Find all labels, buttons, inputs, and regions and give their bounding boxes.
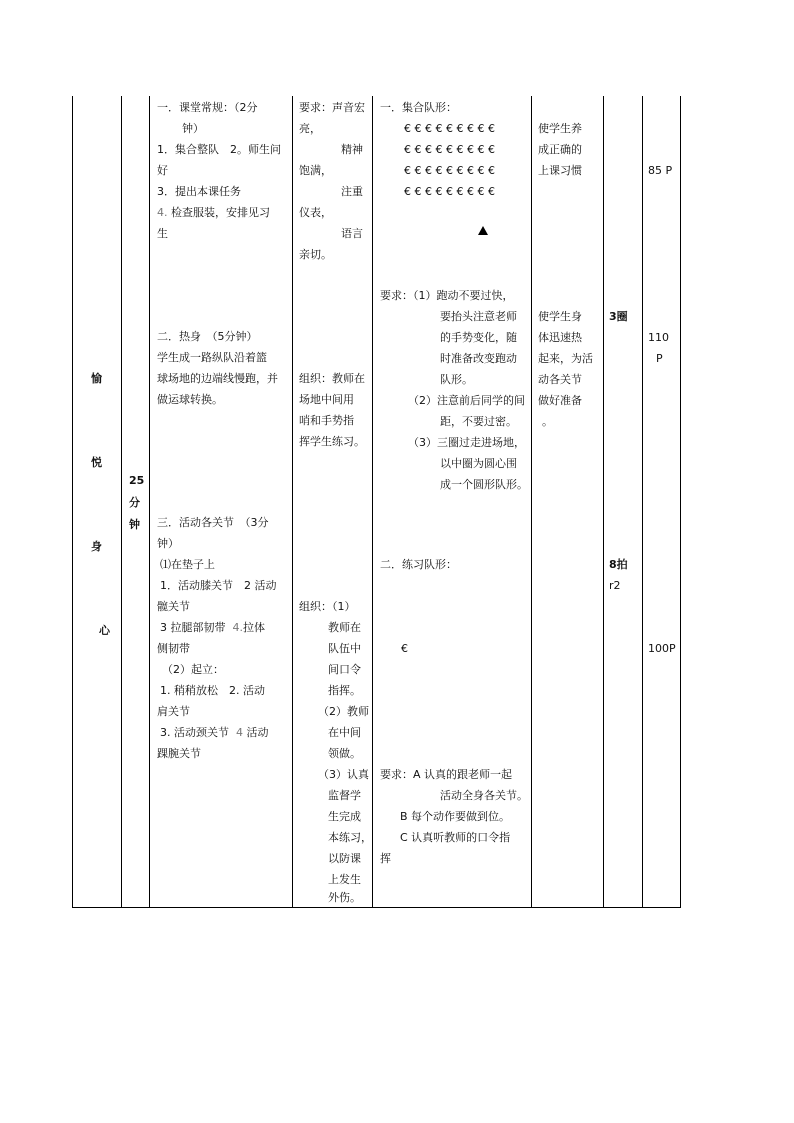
content-line: 髋关节 [157, 600, 190, 613]
content-line: 钟） [182, 122, 204, 135]
content-num: 4. [157, 206, 168, 219]
org-line: （3）三圈过走进场地， [408, 436, 525, 449]
formation-row: € € € € € € € € € [404, 143, 495, 156]
org-line: 以中圈为圆心围 [440, 457, 517, 470]
content-line: （2）起立： [162, 663, 224, 676]
teacher-line: 要求：声音宏 [299, 101, 365, 114]
content-text: 检查服装，安排见习 [167, 206, 270, 219]
org-line: 成一个圆形队形。 [440, 478, 528, 491]
content-line: 做运球转换。 [157, 393, 223, 406]
teacher-line: 组织：（1） [299, 600, 356, 613]
col-divider-2 [149, 96, 150, 908]
content-text: 3. 活动颈关节 [160, 726, 229, 739]
org-line: 二．练习队形： [380, 558, 457, 571]
pulse-value: 100P [648, 642, 676, 655]
content-text: 活动 [243, 726, 269, 739]
teacher-line: （2）教师 [318, 705, 369, 718]
col-divider-6 [603, 96, 604, 908]
teacher-line: （3）认真 [318, 768, 369, 781]
time-value: 25 [129, 474, 145, 487]
col-divider-7 [642, 96, 643, 908]
goal-line: 使学生养 [538, 122, 582, 135]
goal-line: 体迅速热 [538, 331, 582, 344]
org-line: 要抬头注意老师 [440, 310, 517, 323]
teacher-line: 外伤。 [328, 891, 361, 904]
content-num: 4 [236, 726, 243, 739]
teacher-line: 亮， [299, 122, 321, 135]
content-num: 4. [232, 621, 243, 634]
teacher-line: 上发生 [328, 873, 361, 886]
teacher-line: 语言 [341, 227, 363, 240]
org-line: 挥 [380, 852, 391, 865]
theme-char-4: 心 [99, 624, 110, 637]
theme-char-1: 愉 [91, 372, 102, 385]
teacher-line: 在中间 [328, 726, 361, 739]
teacher-line: 哨和手势指 [299, 414, 354, 427]
teacher-line: 本练习， [328, 831, 372, 844]
col-divider-1 [121, 96, 122, 908]
teacher-line: 注重 [341, 185, 363, 198]
content-line: 1．集合整队 2。师生问 [157, 143, 281, 156]
teacher-line: 间口令 [328, 663, 361, 676]
org-line: （2）注意前后同学的间 [408, 394, 525, 407]
pulse-value: 85 P [648, 164, 673, 177]
teacher-line: 生完成 [328, 810, 361, 823]
content-line: 三．活动各关节 （3分 [157, 516, 269, 529]
content-line: 生 [157, 227, 168, 240]
content-line: 1. 稍稍放松 2. 活动 [160, 684, 265, 697]
goal-line: 。 [542, 415, 553, 428]
teacher-line: 领做。 [328, 747, 361, 760]
teacher-line: 仪表， [299, 206, 332, 219]
content-line: 侧韧带 [157, 642, 190, 655]
org-line: 距，不要过密。 [440, 415, 517, 428]
table-border-bottom [72, 907, 681, 908]
teacher-line: 亲切。 [299, 248, 332, 261]
theme-char-2: 悦 [91, 456, 102, 469]
org-line: 队形。 [440, 373, 473, 386]
content-line: 二．热身 （5分钟） [157, 330, 258, 343]
teacher-line: 教师在 [328, 621, 361, 634]
content-line: 学生成一路纵队沿着篮 [157, 351, 267, 364]
teacher-line: 指挥。 [328, 684, 361, 697]
teacher-line: 以防课 [328, 852, 361, 865]
teacher-line: 队伍中 [328, 642, 361, 655]
count-repeat: r2 [609, 579, 621, 592]
table-border-left [72, 96, 73, 908]
content-text: 拉体 [243, 621, 265, 634]
teacher-position-triangle-icon [478, 226, 488, 235]
goal-line: 动各关节 [538, 373, 582, 386]
content-line: 踝腕关节 [157, 747, 201, 760]
content-line: 1．活动膝关节 2 活动 [160, 579, 277, 592]
content-line: 球场地的边端线慢跑，并 [157, 372, 278, 385]
teacher-line: 饱满， [299, 164, 332, 177]
col-divider-3 [292, 96, 293, 908]
content-line: 钟） [157, 537, 179, 550]
pulse-value: 110 [648, 331, 669, 344]
org-line: 活动全身各关节。 [440, 789, 528, 802]
goal-line: 起来，为活 [538, 352, 593, 365]
content-line: 一．课堂常规：（2分 [157, 101, 258, 114]
content-line: 肩关节 [157, 705, 190, 718]
org-line: 要求：A 认真的跟老师一起 [380, 768, 513, 781]
goal-line: 上课习惯 [538, 164, 582, 177]
col-divider-4 [372, 96, 373, 908]
count-beats: 8拍 [609, 558, 628, 571]
goal-line: 使学生身 [538, 310, 582, 323]
goal-line: 成正确的 [538, 143, 582, 156]
content-line: ⑴在垫子上 [160, 558, 215, 571]
content-line: 3．提出本课任务 [157, 185, 241, 198]
teacher-line: 精神 [341, 143, 363, 156]
formation-row: € € € € € € € € € [404, 185, 495, 198]
teacher-line: 组织：教师在 [299, 372, 365, 385]
time-unit-1: 分 [129, 496, 140, 509]
goal-line: 做好准备 [538, 394, 582, 407]
org-line: B 每个动作要做到位。 [400, 810, 511, 823]
formation-row: € € € € € € € € € [404, 164, 495, 177]
col-divider-5 [531, 96, 532, 908]
org-line: 要求：（1）跑动不要过快， [380, 289, 514, 302]
pulse-unit: P [656, 352, 663, 365]
theme-char-3: 身 [91, 540, 102, 553]
table-border-right [680, 96, 681, 908]
teacher-line: 场地中间用 [299, 393, 354, 406]
org-line: 一．集合队形： [380, 101, 457, 114]
org-line: C 认真听教师的口令指 [400, 831, 511, 844]
count-laps: 3圈 [609, 310, 628, 323]
org-line: 时准备改变跑动 [440, 352, 517, 365]
teacher-line: 监督学 [328, 789, 361, 802]
formation-row: € € € € € € € € € [404, 122, 495, 135]
org-line: 的手势变化，随 [440, 331, 517, 344]
content-line [160, 722, 269, 743]
formation-symbol: € [401, 642, 408, 655]
content-text: 3 拉腿部韧带 [160, 621, 226, 634]
content-line: 好 [157, 164, 168, 177]
content-line [160, 617, 265, 638]
time-unit-2: 钟 [129, 518, 140, 531]
content-line [157, 202, 270, 223]
teacher-line: 挥学生练习。 [299, 435, 365, 448]
